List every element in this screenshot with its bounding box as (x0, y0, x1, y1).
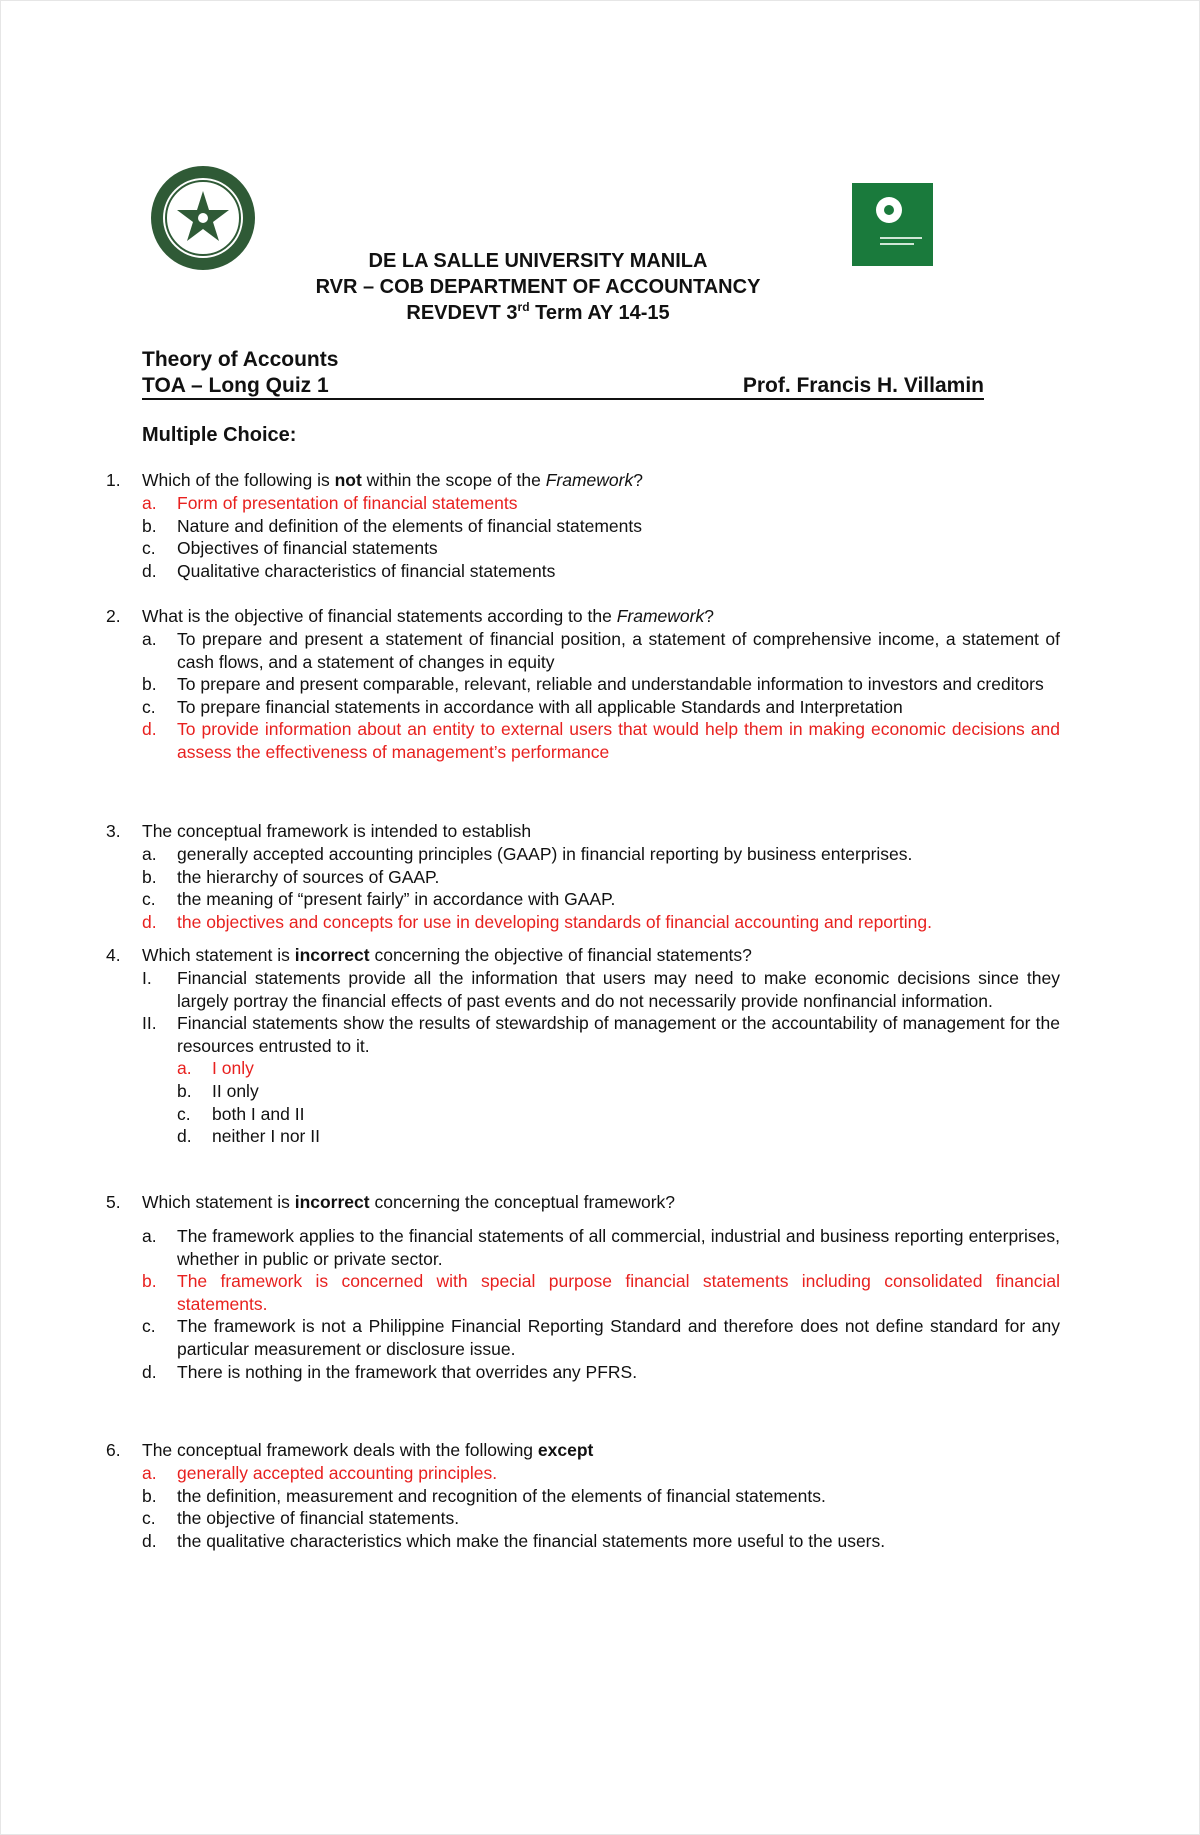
options-list (0, 628, 1200, 764)
options-list (0, 492, 1200, 582)
option-b: b. To prepare and present comparable, relevant, reliable and understandable information to investors and creditors (142, 674, 1044, 695)
question-stem: Which of the following is not within the scope of the Framework? (142, 470, 643, 490)
option-b: b. II only (177, 1080, 259, 1101)
statement-i: I. Financial statements provide all the information that users may need to make economic decisions since they largely portray the financial effects of past events and do not necessarily provide nonfinancial information. (142, 968, 1060, 1011)
option-d: d. the qualitative characteristics which make the financial statements more useful to the users. (142, 1530, 886, 1551)
logo-ring-icon (876, 197, 902, 223)
option-b: b. Nature and definition of the elements of financial statements (142, 515, 642, 536)
option-a: a. I only (177, 1058, 254, 1079)
option-c: c. To prepare financial statements in accordance with all applicable Standards and Interpretation (142, 696, 903, 717)
university-name: DE LA SALLE UNIVERSITY MANILA (368, 250, 708, 272)
option-a: a. generally accepted accounting principles. (142, 1463, 498, 1483)
question-stem: Which statement is incorrect concerning the objective of financial statements? (142, 945, 752, 965)
options-list (0, 1462, 1200, 1552)
option-c: c. the meaning of “present fairly” in accordance with GAAP. (142, 889, 616, 910)
option-a: a. generally accepted accounting principles (GAAP) in financial reporting by business enterprises. (142, 844, 913, 864)
term-line: REVDEVT 3rd Term AY 14-15 (406, 300, 670, 324)
option-d: d. Qualitative characteristics of financial statements (142, 560, 556, 581)
option-d: d. There is nothing in the framework that overrides any PFRS. (142, 1361, 638, 1382)
question-stem: Which statement is incorrect concerning the conceptual framework? (142, 1192, 676, 1212)
option-a: a. Form of presentation of financial statements (142, 493, 518, 513)
question-stem: The conceptual framework deals with the following except (142, 1440, 594, 1460)
option-c: c. The framework is not a Philippine Financial Reporting Standard and therefore does not define standard for any particular measurement or disclosure issue. (142, 1316, 1060, 1359)
option-b: b. the definition, measurement and recognition of the elements of financial statements. (142, 1485, 826, 1506)
option-b: b. The framework is concerned with special purpose financial statements including consolidated financial statements. (142, 1271, 1060, 1314)
options-list (0, 1225, 1200, 1383)
statement-ii: II. Financial statements show the results of stewardship of management or the accountability of management for the resources entrusted to it. (142, 1013, 1060, 1056)
question-stem: What is the objective of financial statements according to the Framework? (142, 606, 714, 626)
question-stem: The conceptual framework is intended to establish (142, 821, 532, 841)
section-title: Multiple Choice: (142, 424, 297, 446)
document-header (0, 248, 1076, 326)
options-list (0, 843, 1200, 933)
option-c: c. both I and II (177, 1103, 305, 1124)
quiz-info-line (142, 374, 984, 400)
department-name: RVR – COB DEPARTMENT OF ACCOUNTANCY (315, 276, 761, 298)
option-a: a. To prepare and present a statement of financial position, a statement of comprehensive income, a statement of cash flows, and a statement of changes in equity (142, 629, 1060, 672)
statements-list (0, 967, 1200, 1148)
course-title: Theory of Accounts (142, 348, 339, 371)
option-d: d. the objectives and concepts for use in developing standards of financial accounting and reporting. (142, 911, 932, 932)
option-d: d. To provide information about an entity to external users that would help them in making economic decisions and assess the effectiveness of management’s performance (142, 719, 1060, 762)
option-b: b. the hierarchy of sources of GAAP. (142, 866, 440, 887)
option-c: c. the objective of financial statements. (142, 1508, 460, 1529)
option-a: a. The framework applies to the financial statements of all commercial, industrial and business reporting enterprises, whether in public or private sector. (142, 1226, 1060, 1269)
professor-name: Prof. Francis H. Villamin (742, 374, 984, 397)
option-c: c. Objectives of financial statements (142, 538, 438, 559)
quiz-name: TOA – Long Quiz 1 (142, 374, 329, 397)
option-d: d. neither I nor II (177, 1126, 320, 1147)
